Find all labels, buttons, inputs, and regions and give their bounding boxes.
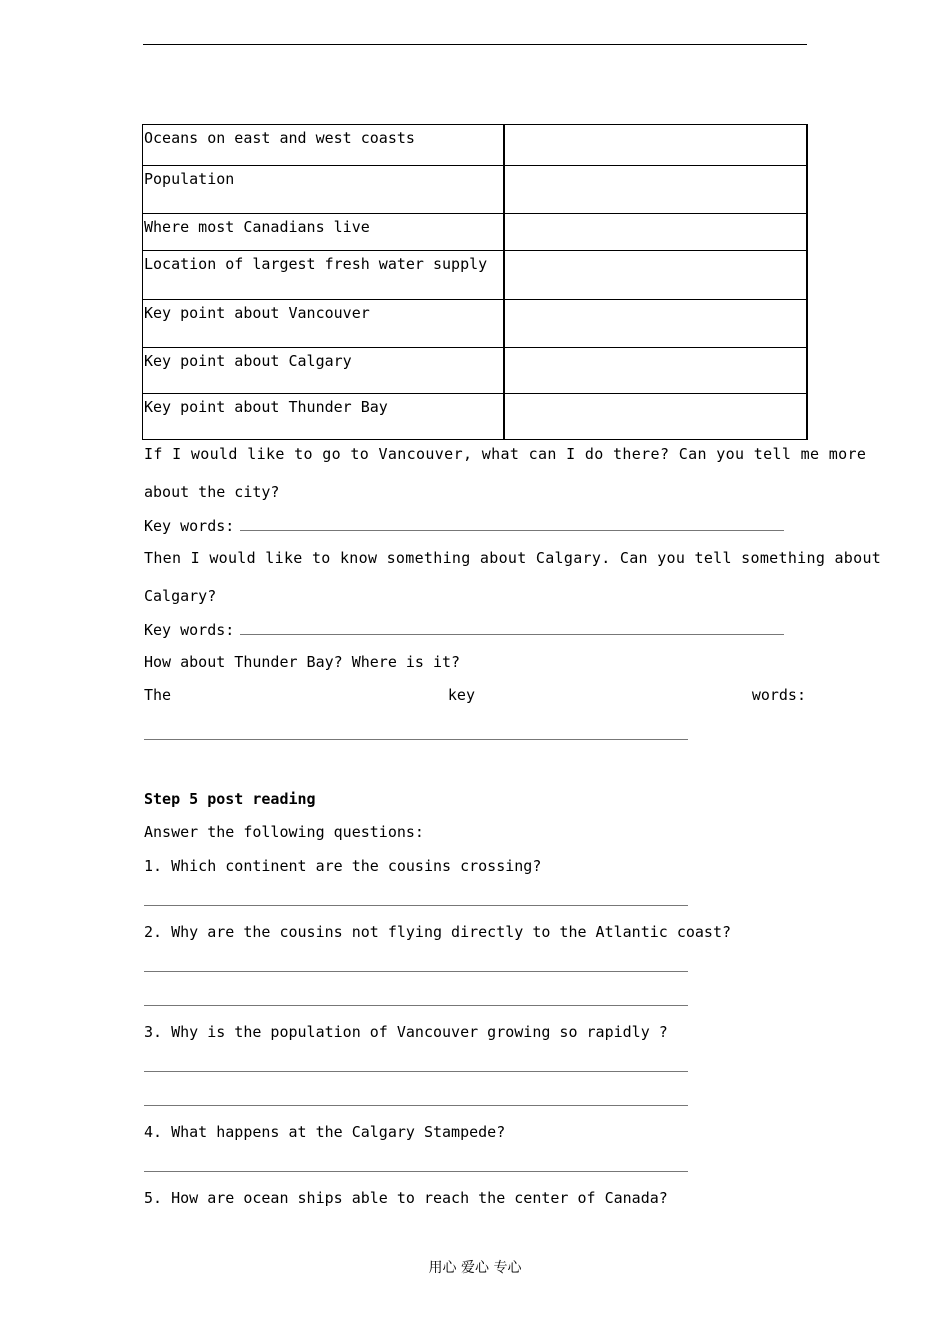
header-rule bbox=[143, 44, 807, 45]
key-words-label: Key words: bbox=[144, 517, 235, 535]
row-answer-cell[interactable] bbox=[504, 251, 807, 300]
row-answer-cell[interactable] bbox=[504, 394, 807, 440]
table-row bbox=[143, 394, 808, 440]
key-words-blank[interactable] bbox=[240, 516, 784, 531]
vancouver-question-line-1 bbox=[144, 445, 867, 463]
the-word: The bbox=[144, 686, 172, 704]
row-label: Key point about Thunder Bay bbox=[143, 394, 505, 440]
table-row bbox=[143, 300, 808, 348]
question-3: 3. Why is the population of Vancouver growing so rapidly ? bbox=[144, 1023, 668, 1041]
answer-blank[interactable] bbox=[144, 1105, 688, 1106]
step5-heading: Step 5 post reading bbox=[144, 790, 316, 808]
calgary-question-line-1: Then I would like to know something about Calgary. Can you tell something about bbox=[144, 549, 882, 567]
page-footer: 用心 爱心 专心 bbox=[428, 1260, 522, 1276]
answer-blank[interactable] bbox=[144, 1071, 688, 1072]
calgary-key-words bbox=[144, 620, 784, 639]
key-word: key bbox=[447, 686, 475, 704]
answer-blank[interactable] bbox=[144, 971, 688, 972]
table-row bbox=[143, 125, 808, 166]
row-answer-cell[interactable] bbox=[504, 125, 807, 166]
question-1: 1. Which continent are the cousins crossing? bbox=[144, 857, 542, 875]
canada-facts-table bbox=[142, 124, 808, 440]
table-row bbox=[143, 214, 808, 251]
question-4: 4. What happens at the Calgary Stampede? bbox=[144, 1123, 506, 1141]
table-row bbox=[143, 251, 808, 300]
answer-blank[interactable] bbox=[144, 905, 688, 906]
thunder-key-words-line bbox=[144, 686, 806, 704]
key-words-blank[interactable] bbox=[240, 620, 784, 635]
row-label: Population bbox=[143, 166, 505, 214]
row-label: Key point about Vancouver bbox=[143, 300, 505, 348]
answer-blank[interactable] bbox=[144, 1171, 688, 1172]
row-label: Where most Canadians live bbox=[143, 214, 505, 251]
row-answer-cell[interactable] bbox=[504, 348, 807, 394]
question-5: 5. How are ocean ships able to reach the center of Canada? bbox=[144, 1189, 668, 1207]
key-words-label: Key words: bbox=[144, 621, 235, 639]
row-answer-cell[interactable] bbox=[504, 166, 807, 214]
row-answer-cell[interactable] bbox=[504, 300, 807, 348]
table-row bbox=[143, 348, 808, 394]
vancouver-question-text: If I would like to go to Vancouver, what can I do there? Can you tell me more bbox=[144, 445, 867, 463]
thunder-bay-question: How about Thunder Bay? Where is it? bbox=[144, 653, 461, 671]
row-label: Location of largest fresh water supply bbox=[143, 251, 505, 300]
words-word: words: bbox=[751, 686, 806, 704]
row-label: Key point about Calgary bbox=[143, 348, 505, 394]
row-label: Oceans on east and west coasts bbox=[143, 125, 505, 166]
vancouver-key-words bbox=[144, 516, 784, 535]
calgary-question-line-2: Calgary? bbox=[144, 587, 217, 605]
answer-blank[interactable] bbox=[144, 1005, 688, 1006]
row-answer-cell[interactable] bbox=[504, 214, 807, 251]
table-row bbox=[143, 166, 808, 214]
question-2: 2. Why are the cousins not flying directly to the Atlantic coast? bbox=[144, 923, 731, 941]
thunder-answer-blank[interactable] bbox=[144, 739, 688, 740]
post-reading-intro: Answer the following questions: bbox=[144, 823, 424, 841]
vancouver-question-line-2: about the city? bbox=[144, 483, 280, 501]
